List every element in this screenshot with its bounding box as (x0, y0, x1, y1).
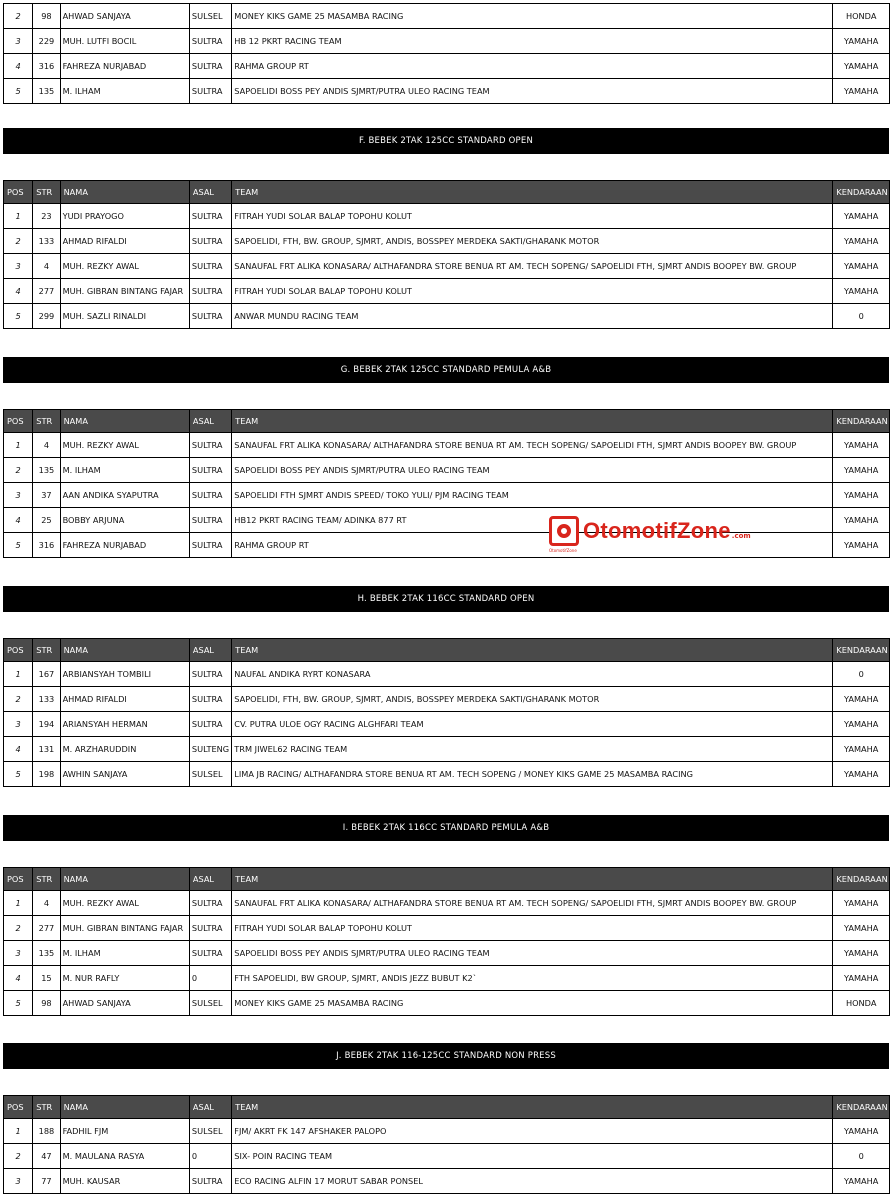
col-header-pos: POS (4, 868, 33, 891)
pos-cell: 3 (4, 941, 33, 966)
start-number-cell: 4 (33, 254, 60, 279)
origin-cell: SULTRA (189, 458, 231, 483)
otomotifzone-logo-icon (549, 516, 579, 546)
col-header-kendaraan: KENDARAAN (833, 410, 890, 433)
header-row (4, 868, 890, 891)
table-row (4, 433, 890, 458)
start-number-cell: 47 (33, 1144, 60, 1169)
table-row (4, 1144, 890, 1169)
rider-name-cell: MUH. KAUSAR (60, 1169, 189, 1194)
table-row (4, 29, 890, 54)
pos-cell: 3 (4, 29, 33, 54)
rider-name-cell: AHMAD RIFALDI (60, 687, 189, 712)
team-cell: MONEY KIKS GAME 25 MASAMBA RACING (232, 991, 833, 1016)
pos-cell: 3 (4, 712, 33, 737)
col-header-asal: ASAL (189, 868, 231, 891)
team-cell: FITRAH YUDI SOLAR BALAP TOPOHU KOLUT (232, 916, 833, 941)
class-title-banner: J. BEBEK 2TAK 116-125CC STANDARD NON PRESS (3, 1043, 889, 1069)
origin-cell: SULSEL (189, 1119, 231, 1144)
watermark-word: OtomotifZone (583, 518, 731, 543)
vehicle-cell: YAMAHA (833, 966, 890, 991)
table-row (4, 737, 890, 762)
rider-name-cell: AHMAD RIFALDI (60, 229, 189, 254)
origin-cell: SULTRA (189, 891, 231, 916)
rider-name-cell: M. ILHAM (60, 941, 189, 966)
vehicle-cell: YAMAHA (833, 941, 890, 966)
start-number-cell: 167 (33, 662, 60, 687)
pos-cell: 4 (4, 737, 33, 762)
vehicle-cell: YAMAHA (833, 891, 890, 916)
class-title-banner: F. BEBEK 2TAK 125CC STANDARD OPEN (3, 128, 889, 154)
origin-cell: SULTRA (189, 204, 231, 229)
team-cell: ANWAR MUNDU RACING TEAM (232, 304, 833, 329)
start-number-cell: 135 (33, 941, 60, 966)
origin-cell: SULTRA (189, 433, 231, 458)
table-row (4, 891, 890, 916)
table-row (4, 941, 890, 966)
team-cell: SANAUFAL FRT ALIKA KONASARA/ ALTHAFANDRA STORE BENUA RT AM. TECH SOPENG/ SAPOELIDI FTH, SJMRT ANDIS BOOPEY BW. GROUP (232, 891, 833, 916)
origin-cell: SULSEL (189, 991, 231, 1016)
rider-name-cell: YUDI PRAYOGO (60, 204, 189, 229)
results-table-continued (3, 3, 890, 104)
start-number-cell: 98 (33, 991, 60, 1016)
vehicle-cell: YAMAHA (833, 54, 890, 79)
results-table (3, 1095, 890, 1194)
watermark-domain: .com (731, 532, 751, 540)
start-number-cell: 98 (33, 4, 60, 29)
rider-name-cell: M. ARZHARUDDIN (60, 737, 189, 762)
origin-cell: SULTRA (189, 229, 231, 254)
table-row (4, 966, 890, 991)
team-cell: RAHMA GROUP RT (232, 54, 833, 79)
vehicle-cell: YAMAHA (833, 687, 890, 712)
table-row (4, 304, 890, 329)
start-number-cell: 316 (33, 533, 60, 558)
col-header-asal: ASAL (189, 639, 231, 662)
watermark-sub: OtomotifZone (549, 548, 577, 553)
pos-cell: 5 (4, 79, 33, 104)
rider-name-cell: MUH. REZKY AWAL (60, 254, 189, 279)
pos-cell: 1 (4, 891, 33, 916)
table-row (4, 916, 890, 941)
team-cell: ECO RACING ALFIN 17 MORUT SABAR PONSEL (232, 1169, 833, 1194)
vehicle-cell: YAMAHA (833, 712, 890, 737)
team-cell: HB12 PKRT RACING TEAM/ ADINKA 877 RT (232, 508, 833, 533)
team-cell: SAPOELIDI BOSS PEY ANDIS SJMRT/PUTRA ULEO RACING TEAM (232, 941, 833, 966)
col-header-team: TEAM (232, 1096, 833, 1119)
team-cell: TRM JIWEL62 RACING TEAM (232, 737, 833, 762)
header-row (4, 1096, 890, 1119)
table-row (4, 79, 890, 104)
col-header-team: TEAM (232, 181, 833, 204)
team-cell: FITRAH YUDI SOLAR BALAP TOPOHU KOLUT (232, 279, 833, 304)
rider-name-cell: BOBBY ARJUNA (60, 508, 189, 533)
start-number-cell: 133 (33, 229, 60, 254)
start-number-cell: 4 (33, 891, 60, 916)
class-title-banner: G. BEBEK 2TAK 125CC STANDARD PEMULA A&B (3, 357, 889, 383)
rider-name-cell: M. ILHAM (60, 458, 189, 483)
col-header-team: TEAM (232, 639, 833, 662)
rider-name-cell: MUH. GIBRAN BINTANG FAJAR (60, 916, 189, 941)
pos-cell: 4 (4, 508, 33, 533)
team-cell: LIMA JB RACING/ ALTHAFANDRA STORE BENUA RT AM. TECH SOPENG / MONEY KIKS GAME 25 MASAMBA RACING (232, 762, 833, 787)
origin-cell: SULTRA (189, 533, 231, 558)
team-cell: SAPOELIDI FTH SJMRT ANDIS SPEED/ TOKO YULI/ PJM RACING TEAM (232, 483, 833, 508)
vehicle-cell: YAMAHA (833, 279, 890, 304)
table-row (4, 204, 890, 229)
rider-name-cell: M. ILHAM (60, 79, 189, 104)
vehicle-cell: HONDA (833, 991, 890, 1016)
vehicle-cell: YAMAHA (833, 458, 890, 483)
pos-cell: 5 (4, 762, 33, 787)
col-header-kendaraan: KENDARAAN (833, 1096, 890, 1119)
origin-cell: SULTRA (189, 279, 231, 304)
start-number-cell: 133 (33, 687, 60, 712)
col-header-asal: ASAL (189, 181, 231, 204)
col-header-nama: NAMA (60, 868, 189, 891)
origin-cell: SULTRA (189, 54, 231, 79)
rider-name-cell: FAHREZA NURJABAD (60, 54, 189, 79)
pos-cell: 1 (4, 1119, 33, 1144)
vehicle-cell: YAMAHA (833, 737, 890, 762)
origin-cell: SULTRA (189, 79, 231, 104)
table-row (4, 458, 890, 483)
team-cell: SAPOELIDI, FTH, BW. GROUP, SJMRT, ANDIS, BOSSPEY MERDEKA SAKTI/GHARANK MOTOR (232, 229, 833, 254)
rider-name-cell: AHWAD SANJAYA (60, 991, 189, 1016)
rider-name-cell: MUH. REZKY AWAL (60, 433, 189, 458)
vehicle-cell: YAMAHA (833, 916, 890, 941)
start-number-cell: 15 (33, 966, 60, 991)
start-number-cell: 194 (33, 712, 60, 737)
start-number-cell: 37 (33, 483, 60, 508)
col-header-asal: ASAL (189, 410, 231, 433)
col-header-nama: NAMA (60, 181, 189, 204)
pos-cell: 2 (4, 916, 33, 941)
results-table (3, 638, 890, 787)
header-row (4, 639, 890, 662)
vehicle-cell: YAMAHA (833, 229, 890, 254)
origin-cell: SULTRA (189, 508, 231, 533)
start-number-cell: 25 (33, 508, 60, 533)
pos-cell: 2 (4, 687, 33, 712)
table-row (4, 1119, 890, 1144)
origin-cell: SULTRA (189, 304, 231, 329)
vehicle-cell: YAMAHA (833, 433, 890, 458)
col-header-str: STR (33, 410, 60, 433)
start-number-cell: 188 (33, 1119, 60, 1144)
vehicle-cell: YAMAHA (833, 254, 890, 279)
origin-cell: SULTRA (189, 941, 231, 966)
table-row (4, 229, 890, 254)
start-number-cell: 277 (33, 279, 60, 304)
rider-name-cell: AWHIN SANJAYA (60, 762, 189, 787)
team-cell: FITRAH YUDI SOLAR BALAP TOPOHU KOLUT (232, 204, 833, 229)
pos-cell: 4 (4, 966, 33, 991)
rider-name-cell: ARBIANSYAH TOMBILI (60, 662, 189, 687)
col-header-team: TEAM (232, 410, 833, 433)
team-cell: SIX- POIN RACING TEAM (232, 1144, 833, 1169)
team-cell: SAPOELIDI, FTH, BW. GROUP, SJMRT, ANDIS, BOSSPEY MERDEKA SAKTI/GHARANK MOTOR (232, 687, 833, 712)
header-row (4, 410, 890, 433)
origin-cell: SULTRA (189, 712, 231, 737)
origin-cell: SULTRA (189, 662, 231, 687)
col-header-pos: POS (4, 410, 33, 433)
vehicle-cell: YAMAHA (833, 79, 890, 104)
origin-cell: 0 (189, 1144, 231, 1169)
start-number-cell: 77 (33, 1169, 60, 1194)
origin-cell: SULTRA (189, 916, 231, 941)
col-header-str: STR (33, 868, 60, 891)
results-table (3, 867, 890, 1016)
col-header-team: TEAM (232, 868, 833, 891)
table-row (4, 1169, 890, 1194)
class-title-banner: I. BEBEK 2TAK 116CC STANDARD PEMULA A&B (3, 815, 889, 841)
table-row (4, 279, 890, 304)
team-cell: SAPOELIDI BOSS PEY ANDIS SJMRT/PUTRA ULEO RACING TEAM (232, 458, 833, 483)
pos-cell: 1 (4, 204, 33, 229)
origin-cell: SULSEL (189, 4, 231, 29)
pos-cell: 2 (4, 458, 33, 483)
vehicle-cell: YAMAHA (833, 762, 890, 787)
team-cell: CV. PUTRA ULOE OGY RACING ALGHFARI TEAM (232, 712, 833, 737)
pos-cell: 1 (4, 662, 33, 687)
col-header-pos: POS (4, 639, 33, 662)
col-header-str: STR (33, 181, 60, 204)
origin-cell: 0 (189, 966, 231, 991)
table-row (4, 991, 890, 1016)
rider-name-cell: MUH. GIBRAN BINTANG FAJAR (60, 279, 189, 304)
pos-cell: 5 (4, 304, 33, 329)
origin-cell: SULSEL (189, 762, 231, 787)
vehicle-cell: YAMAHA (833, 1119, 890, 1144)
col-header-nama: NAMA (60, 1096, 189, 1119)
vehicle-cell: YAMAHA (833, 29, 890, 54)
col-header-nama: NAMA (60, 410, 189, 433)
pos-cell: 3 (4, 254, 33, 279)
origin-cell: SULTRA (189, 687, 231, 712)
vehicle-cell: 0 (833, 1144, 890, 1169)
origin-cell: SULTENG (189, 737, 231, 762)
team-cell: FTH SAPOELIDI, BW GROUP, SJMRT, ANDIS JEZZ BUBUT K2` (232, 966, 833, 991)
header-row (4, 181, 890, 204)
origin-cell: SULTRA (189, 483, 231, 508)
rider-name-cell: AAN ANDIKA SYAPUTRA (60, 483, 189, 508)
team-cell: SANAUFAL FRT ALIKA KONASARA/ ALTHAFANDRA STORE BENUA RT AM. TECH SOPENG/ SAPOELIDI FTH, SJMRT ANDIS BOOPEY BW. GROUP (232, 433, 833, 458)
table-row (4, 508, 890, 533)
pos-cell: 1 (4, 433, 33, 458)
table-row (4, 533, 890, 558)
table-row (4, 483, 890, 508)
otomotifzone-watermark (549, 516, 751, 553)
table-row (4, 4, 890, 29)
rider-name-cell: FADHIL FJM (60, 1119, 189, 1144)
vehicle-cell: 0 (833, 662, 890, 687)
pos-cell: 2 (4, 4, 33, 29)
team-cell: RAHMA GROUP RT (232, 533, 833, 558)
vehicle-cell: YAMAHA (833, 483, 890, 508)
start-number-cell: 299 (33, 304, 60, 329)
table-row (4, 54, 890, 79)
col-header-kendaraan: KENDARAAN (833, 868, 890, 891)
team-cell: FJM/ AKRT FK 147 AFSHAKER PALOPO (232, 1119, 833, 1144)
rider-name-cell: MUH. SAZLI RINALDI (60, 304, 189, 329)
pos-cell: 5 (4, 533, 33, 558)
vehicle-cell: YAMAHA (833, 204, 890, 229)
start-number-cell: 229 (33, 29, 60, 54)
vehicle-cell: HONDA (833, 4, 890, 29)
origin-cell: SULTRA (189, 1169, 231, 1194)
start-number-cell: 277 (33, 916, 60, 941)
vehicle-cell: YAMAHA (833, 1169, 890, 1194)
rider-name-cell: M. NUR RAFLY (60, 966, 189, 991)
team-cell: NAUFAL ANDIKA RYRT KONASARA (232, 662, 833, 687)
vehicle-cell: 0 (833, 304, 890, 329)
col-header-asal: ASAL (189, 1096, 231, 1119)
col-header-str: STR (33, 639, 60, 662)
vehicle-cell: YAMAHA (833, 508, 890, 533)
pos-cell: 4 (4, 279, 33, 304)
start-number-cell: 4 (33, 433, 60, 458)
col-header-kendaraan: KENDARAAN (833, 181, 890, 204)
start-number-cell: 131 (33, 737, 60, 762)
start-number-cell: 135 (33, 458, 60, 483)
table-row (4, 662, 890, 687)
team-cell: MONEY KIKS GAME 25 MASAMBA RACING (232, 4, 833, 29)
pos-cell: 5 (4, 991, 33, 1016)
rider-name-cell: M. MAULANA RASYA (60, 1144, 189, 1169)
team-cell: SANAUFAL FRT ALIKA KONASARA/ ALTHAFANDRA STORE BENUA RT AM. TECH SOPENG/ SAPOELIDI FTH, SJMRT ANDIS BOOPEY BW. GROUP (232, 254, 833, 279)
col-header-str: STR (33, 1096, 60, 1119)
pos-cell: 4 (4, 54, 33, 79)
origin-cell: SULTRA (189, 29, 231, 54)
results-table (3, 180, 890, 329)
pos-cell: 2 (4, 1144, 33, 1169)
col-header-kendaraan: KENDARAAN (833, 639, 890, 662)
start-number-cell: 198 (33, 762, 60, 787)
pos-cell: 2 (4, 229, 33, 254)
vehicle-cell: YAMAHA (833, 533, 890, 558)
table-row (4, 687, 890, 712)
start-number-cell: 23 (33, 204, 60, 229)
rider-name-cell: AHWAD SANJAYA (60, 4, 189, 29)
rider-name-cell: ARIANSYAH HERMAN (60, 712, 189, 737)
col-header-pos: POS (4, 181, 33, 204)
rider-name-cell: MUH. LUTFI BOCIL (60, 29, 189, 54)
table-row (4, 762, 890, 787)
rider-name-cell: MUH. REZKY AWAL (60, 891, 189, 916)
table-row (4, 254, 890, 279)
results-table (3, 409, 890, 558)
team-cell: HB 12 PKRT RACING TEAM (232, 29, 833, 54)
start-number-cell: 135 (33, 79, 60, 104)
table-row (4, 712, 890, 737)
pos-cell: 3 (4, 1169, 33, 1194)
rider-name-cell: FAHREZA NURJABAD (60, 533, 189, 558)
class-title-banner: H. BEBEK 2TAK 116CC STANDARD OPEN (3, 586, 889, 612)
col-header-pos: POS (4, 1096, 33, 1119)
team-cell: SAPOELIDI BOSS PEY ANDIS SJMRT/PUTRA ULEO RACING TEAM (232, 79, 833, 104)
col-header-nama: NAMA (60, 639, 189, 662)
origin-cell: SULTRA (189, 254, 231, 279)
pos-cell: 3 (4, 483, 33, 508)
start-number-cell: 316 (33, 54, 60, 79)
